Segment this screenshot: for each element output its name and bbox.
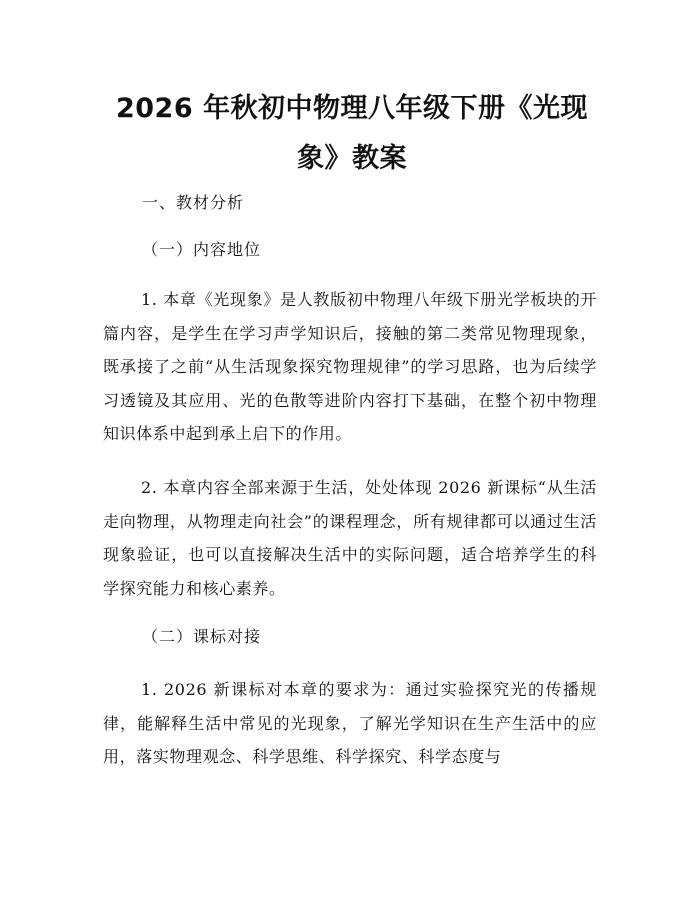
subsection-heading-content-position: （一）内容地位 [142, 240, 262, 259]
document-title: 2026 年秋初中物理八年级下册《光现象》教案 [115, 93, 589, 174]
subsection-heading-curriculum-alignment: （二）课标对接 [142, 627, 262, 646]
paragraph-3: 1. 2026 新课标对本章的要求为：通过实验探究光的传播规律，能解释生活中常见的光现象，了解光学知识在生产生活中的应用，落实物理观念、科学思维、科学探究、科学态度与 [103, 680, 597, 766]
section-heading-textbook-analysis: 一、教材分析 [142, 193, 245, 212]
paragraph-2: 2. 本章内容全部来源于生活，处处体现 2026 新课标“从生活走向物理，从物理走向社会”的课程理念，所有规律都可以通过生活现象验证，也可以直接解决生活中的实际问题，适合培养学生的科学探究能力和核心素养。 [103, 478, 597, 598]
paragraph-1: 1. 本章《光现象》是人教版初中物理八年级下册光学板块的开篇内容，是学生在学习声学知识后，接触的第二类常见物理现象，既承接了之前“从生活现象探究物理规律”的学习思路，也为后续学习透镜及其应用、光的色散等进阶内容打下基础，在整个初中物理知识体系中起到承上启下的作用。 [103, 290, 597, 443]
